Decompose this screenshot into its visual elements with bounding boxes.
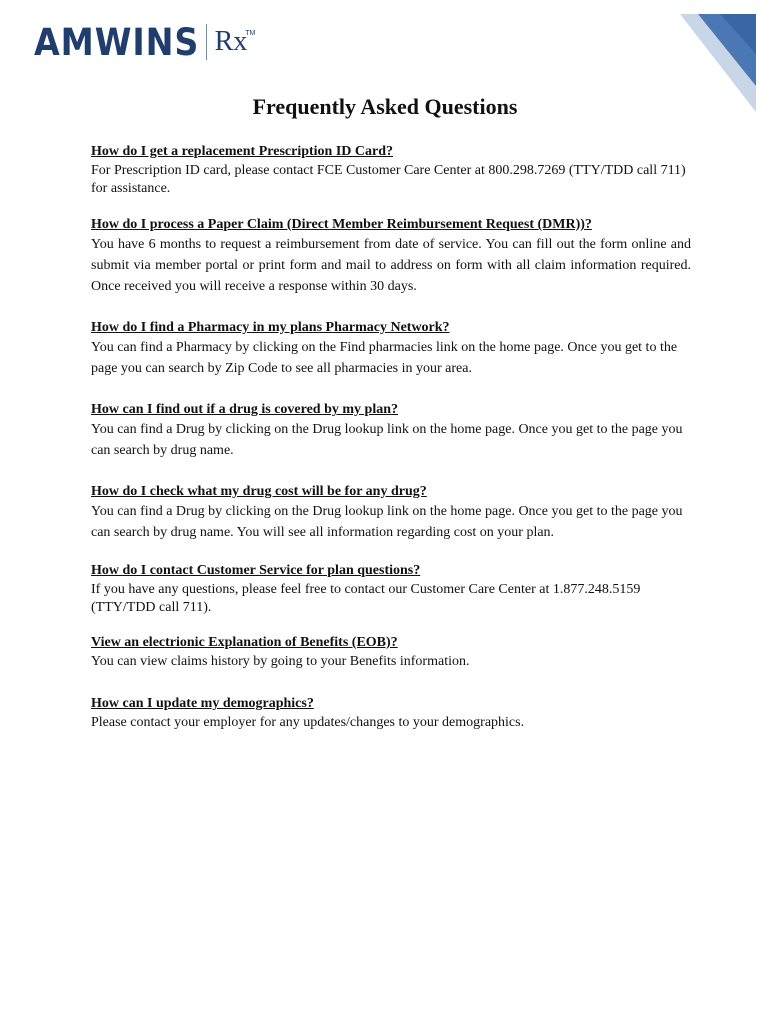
logo-trademark: TM <box>245 30 256 37</box>
faq-question: How do I get a replacement Prescription ID Card? <box>91 144 393 159</box>
faq-answer: You can find a Drug by clicking on the Drug lookup link on the home page. Once you get to the page you can search by drug name. You will see all information regarding cost on your plan. <box>91 504 683 540</box>
faq-question: How do I check what my drug cost will be for any drug? <box>91 484 427 499</box>
faq-question: How can I find out if a drug is covered by my plan? <box>91 402 398 417</box>
faq-answer: If you have any questions, please feel free to contact our Customer Care Center at 1.877.248.5159 (TTY/TDD call 711). <box>91 582 641 615</box>
faq-question: How do I contact Customer Service for plan questions? <box>91 563 421 578</box>
faq-item <box>91 401 691 461</box>
faq-item <box>91 143 691 198</box>
faq-item <box>91 695 691 732</box>
faq-answer: You can find a Pharmacy by clicking on the Find pharmacies link on the home page. Once you get to the page you can search by Zip Code to see all pharmacies in your area. <box>91 340 678 376</box>
faq-item <box>91 634 691 671</box>
faq-question: View an electrionic Explanation of Benefits (EOB)? <box>91 635 398 650</box>
faq-question: How can I update my demographics? <box>91 696 314 711</box>
faq-answer: For Prescription ID card, please contact FCE Customer Care Center at 800.298.7269 (TTY/TDD call 711) for assistance. <box>91 163 686 196</box>
faq-item <box>91 216 691 297</box>
amwins-rx-logo <box>34 20 256 64</box>
logo-divider <box>206 24 207 60</box>
logo-rx-text: Rx <box>214 26 248 57</box>
logo-rx-mark <box>214 26 256 57</box>
logo-wordmark: AMWINS <box>34 20 200 64</box>
faq-answer: You can find a Drug by clicking on the Drug lookup link on the home page. Once you get to the page you can search by drug name. <box>91 422 683 458</box>
faq-question: How do I find a Pharmacy in my plans Pharmacy Network? <box>91 320 450 335</box>
faq-answer: You can view claims history by going to your Benefits information. <box>91 654 470 669</box>
faq-item <box>91 562 691 617</box>
faq-question: How do I process a Paper Claim (Direct Member Reimbursement Request (DMR))? <box>91 217 592 232</box>
faq-answer: You have 6 months to request a reimbursement from date of service. You can fill out the form online and submit via member portal or print form and mail to address on form with all claim information required. Once received you will receive a response within 30 days. <box>91 237 691 294</box>
faq-answer: Please contact your employer for any updates/changes to your demographics. <box>91 715 525 730</box>
page-title: Frequently Asked Questions <box>252 94 518 119</box>
faq-item <box>91 483 691 543</box>
faq-item <box>91 319 691 379</box>
